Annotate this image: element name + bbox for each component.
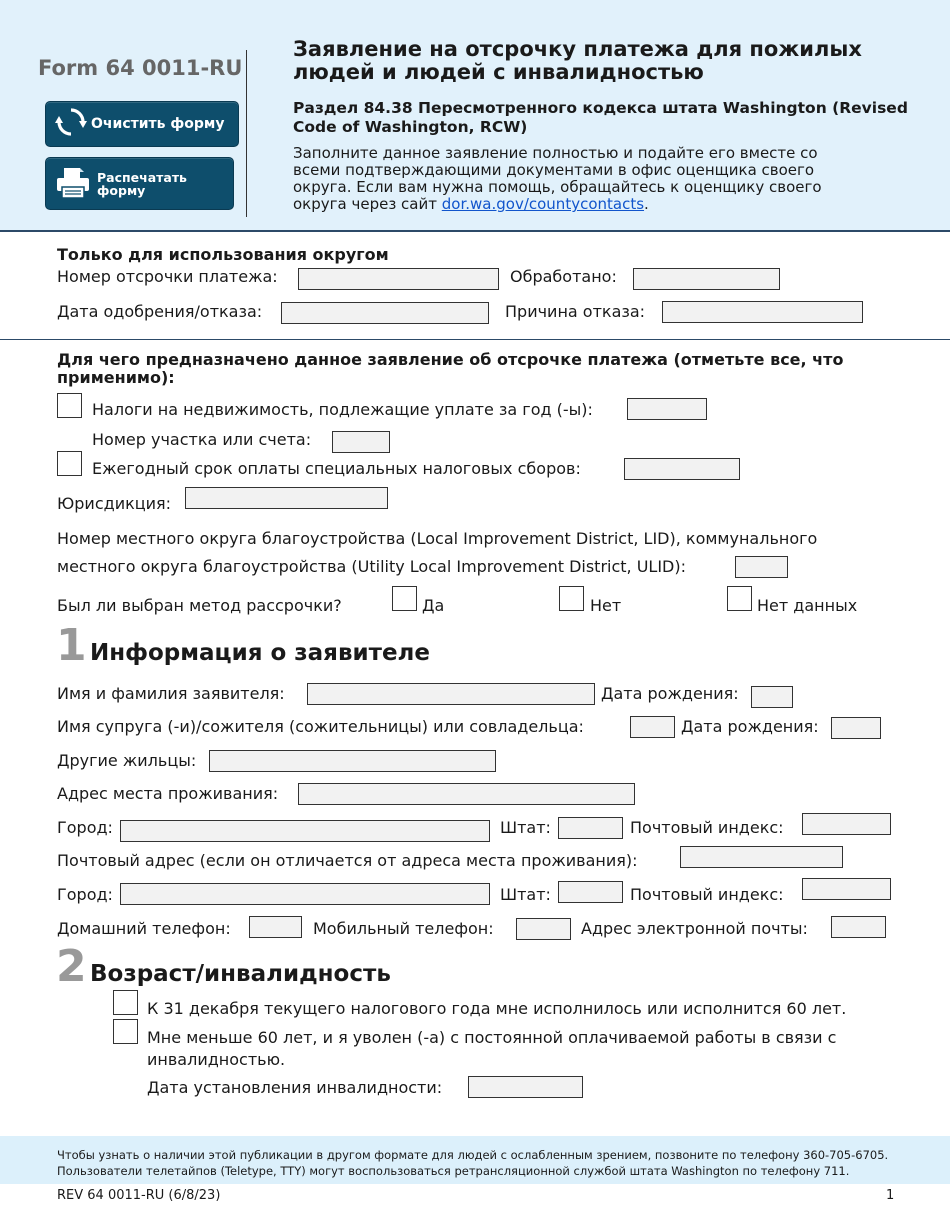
city-field[interactable] bbox=[120, 820, 490, 842]
disability-option-line2: инвалидностью. bbox=[147, 1050, 286, 1069]
mailing-city-label: Город: bbox=[57, 885, 113, 904]
home-phone-field[interactable] bbox=[249, 916, 302, 938]
revision-label: REV 64 0011-RU (6/8/23) bbox=[57, 1188, 221, 1203]
zip-label: Почтовый индекс: bbox=[630, 818, 784, 837]
mobile-phone-label: Мобильный телефон: bbox=[313, 919, 494, 938]
denial-reason-field[interactable] bbox=[662, 301, 863, 323]
parcel-label: Номер участка или счета: bbox=[92, 430, 312, 449]
print-form-label: Распечатать форму bbox=[97, 169, 187, 198]
disability-checkbox[interactable] bbox=[113, 1019, 138, 1044]
divider bbox=[0, 339, 950, 340]
state-label: Штат: bbox=[500, 818, 551, 837]
page-title: Заявление на отсрочку платежа для пожилых людей и людей с инвалидностью bbox=[293, 37, 862, 84]
spouse-label: Имя супруга (-и)/сожителя (сожительницы) или совладельца: bbox=[57, 717, 584, 736]
section1-number: 1 bbox=[56, 620, 87, 671]
approval-date-field[interactable] bbox=[281, 302, 489, 324]
section1-title: Информация о заявителе bbox=[90, 640, 430, 666]
home-phone-label: Домашний телефон: bbox=[57, 919, 231, 938]
installment-yes-checkbox[interactable] bbox=[392, 586, 417, 611]
age-option-label: К 31 декабря текущего налогового года мне исполнилось или исполнится 60 лет. bbox=[147, 999, 847, 1018]
disability-date-field[interactable] bbox=[468, 1076, 583, 1098]
clear-form-button[interactable] bbox=[45, 101, 239, 147]
disability-date-label: Дата установления инвалидности: bbox=[147, 1078, 443, 1097]
section2-number: 2 bbox=[56, 941, 87, 992]
other-residents-label: Другие жильцы: bbox=[57, 751, 197, 770]
real-estate-label: Налоги на недвижимость, подлежащие уплате за год (-ы): bbox=[92, 400, 593, 419]
special-assessment-label: Ежегодный срок оплаты специальных налоговых сборов: bbox=[92, 459, 581, 478]
state-field[interactable] bbox=[558, 817, 623, 839]
mailing-zip-label: Почтовый индекс: bbox=[630, 885, 784, 904]
section2-title: Возраст/инвалидность bbox=[90, 961, 391, 987]
special-assessment-field[interactable] bbox=[624, 458, 740, 480]
accessibility-line1: Чтобы узнать о наличии этой публикации в другом формате для людей с ослабленным зрением, позвоните по телефону 360-705-6705. bbox=[57, 1148, 889, 1162]
header-divider bbox=[246, 50, 247, 217]
disability-option-line1: Мне меньше 60 лет, и я уволен (-а) с постоянной оплачиваемой работы в связи с bbox=[147, 1028, 837, 1047]
jurisdiction-label: Юрисдикция: bbox=[57, 494, 172, 513]
applicant-dob-label: Дата рождения: bbox=[601, 684, 739, 703]
jurisdiction-field[interactable] bbox=[185, 487, 388, 509]
email-label: Адрес электронной почты: bbox=[581, 919, 808, 938]
form-id: Form 64 0011-RU bbox=[38, 56, 243, 80]
print-form-button[interactable] bbox=[45, 157, 234, 210]
installment-question: Был ли выбран метод рассрочки? bbox=[57, 596, 342, 615]
page-number: 1 bbox=[886, 1188, 895, 1203]
residence-label: Адрес места проживания: bbox=[57, 784, 279, 803]
deferral-number-label: Номер отсрочки платежа: bbox=[57, 267, 278, 286]
accessibility-notice bbox=[57, 1147, 888, 1179]
page-subtitle: Раздел 84.38 Пересмотренного кодекса штата Washington (Revised Code of Washington, RCW) bbox=[293, 99, 908, 136]
denial-reason-label: Причина отказа: bbox=[505, 302, 646, 321]
mailing-zip-field[interactable] bbox=[802, 878, 891, 900]
installment-no-label: Нет bbox=[590, 596, 622, 615]
spouse-dob-label: Дата рождения: bbox=[681, 717, 819, 736]
tax-years-field[interactable] bbox=[627, 398, 707, 420]
lid-label-line2: местного округа благоустройства (Utility Local Improvement District, ULID): bbox=[57, 557, 686, 576]
installment-na-checkbox[interactable] bbox=[727, 586, 752, 611]
lid-label-line1: Номер местного округа благоустройства (Local Improvement District, LID), коммунального bbox=[57, 529, 818, 548]
spouse-field[interactable] bbox=[630, 716, 675, 738]
installment-yes-label: Да bbox=[422, 596, 445, 615]
printer-icon bbox=[55, 166, 91, 202]
applicant-dob-field[interactable] bbox=[751, 686, 793, 708]
city-label: Город: bbox=[57, 818, 113, 837]
age-checkbox[interactable] bbox=[113, 990, 138, 1015]
intro-body: Заполните данное заявление полностью и подайте его вместе со всеми подтверждающими документами в офис оценщика своего округа. Если вам нужна помощь, обращайтесь к оценщику своего округа через сайт bbox=[293, 144, 822, 213]
mailing-city-field[interactable] bbox=[120, 883, 490, 905]
parcel-field[interactable] bbox=[332, 431, 390, 453]
special-assessment-checkbox[interactable] bbox=[57, 451, 82, 476]
processed-field[interactable] bbox=[633, 268, 780, 290]
clear-form-label: Очистить форму bbox=[91, 116, 225, 132]
processed-label: Обработано: bbox=[510, 267, 617, 286]
zip-field[interactable] bbox=[802, 813, 891, 835]
spouse-dob-field[interactable] bbox=[831, 717, 881, 739]
refresh-icon bbox=[54, 105, 88, 143]
intro-end: . bbox=[644, 195, 649, 213]
mailing-field[interactable] bbox=[680, 846, 843, 868]
mailing-state-label: Штат: bbox=[500, 885, 551, 904]
approval-date-label: Дата одобрения/отказа: bbox=[57, 302, 263, 321]
applicant-name-label: Имя и фамилия заявителя: bbox=[57, 684, 285, 703]
deferral-number-field[interactable] bbox=[298, 268, 499, 290]
mailing-state-field[interactable] bbox=[558, 881, 623, 903]
county-contacts-link[interactable]: dor.wa.gov/countycontacts bbox=[441, 195, 645, 213]
real-estate-checkbox[interactable] bbox=[57, 393, 82, 418]
intro-text bbox=[293, 145, 833, 213]
installment-no-checkbox[interactable] bbox=[559, 586, 584, 611]
mobile-phone-field[interactable] bbox=[516, 918, 571, 940]
applicant-name-field[interactable] bbox=[307, 683, 595, 705]
accessibility-line2: Пользователи телетайпов (Teletype, TTY) могут воспользоваться ретрансляционной службой штата Washington по телефону 711. bbox=[57, 1164, 850, 1178]
lid-field[interactable] bbox=[735, 556, 788, 578]
mailing-label: Почтовый адрес (если он отличается от адреса места проживания): bbox=[57, 851, 638, 870]
other-residents-field[interactable] bbox=[209, 750, 496, 772]
residence-field[interactable] bbox=[298, 783, 635, 805]
installment-na-label: Нет данных bbox=[757, 596, 858, 615]
county-use-heading: Только для использования округом bbox=[57, 245, 389, 264]
email-field[interactable] bbox=[831, 916, 886, 938]
purpose-heading: Для чего предназначено данное заявление об отсрочке платежа (отметьте все, что применимо): bbox=[57, 350, 844, 387]
